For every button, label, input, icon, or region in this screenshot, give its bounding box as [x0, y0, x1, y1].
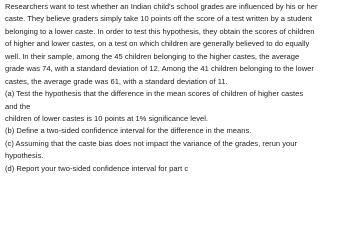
text-line-4: of higher and lower castes, on a test on which children are generally believed to do equally: [5, 39, 310, 49]
question-b: (b) Define a two-sided confidence interval for the difference in the means.: [5, 126, 252, 136]
text-line-1: Researchers want to test whether an Indian child's school grades are influenced by his or her: [5, 2, 318, 11]
text-line-7: castes, the average grade was 61, with a standard deviation of 11.: [5, 76, 228, 86]
question-d: (d) Report your two-sided confidence interval for part c: [5, 163, 189, 173]
question-c-line-1: (c) Assuming that the caste bias does not impact the variance of the grades, rerun your: [5, 138, 298, 148]
question-a-line-2: and the: [5, 101, 31, 111]
text-line-5: well. In their sample, among the 45 children belonging to the higher castes, the average: [5, 51, 300, 61]
text-line-3: belonging to a lower caste. In order to test this hypothesis, they obtain the scores of children: [5, 26, 315, 36]
question-c-line-2: hypothesis.: [5, 151, 44, 161]
question-a-line-3: children of lower castes is 10 points at 1% significance level.: [5, 113, 209, 123]
text-line-2: caste. They believe graders simply take 10 points off the score of a test written by a student: [5, 14, 312, 24]
text-line-6: grade was 74, with a standard deviation of 12. Among the 41 children belonging to the lower: [5, 64, 314, 74]
question-a-line-1: (a) Test the hypothesis that the difference in the mean scores of children of higher castes: [5, 89, 304, 99]
